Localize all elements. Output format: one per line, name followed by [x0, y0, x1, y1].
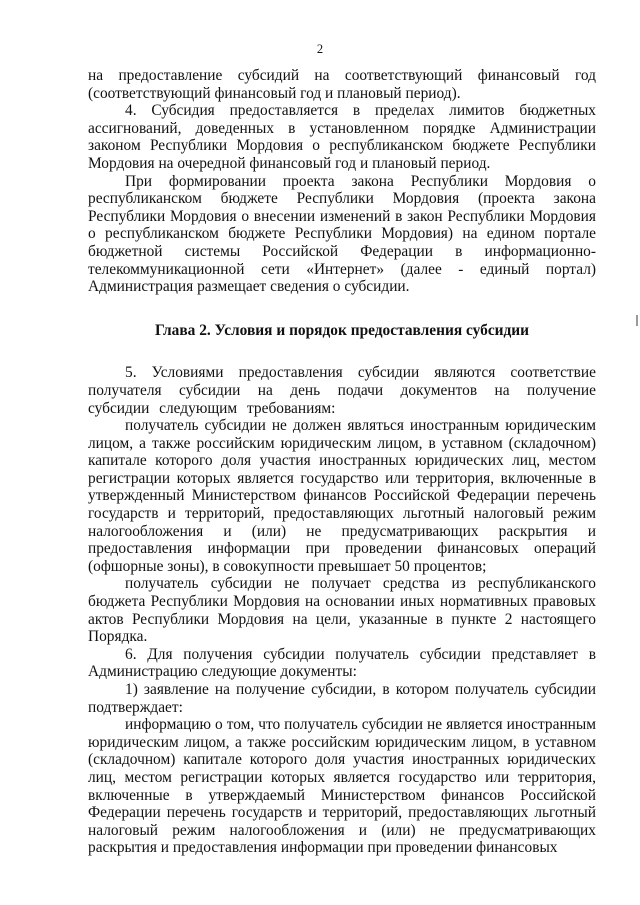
paragraph-item-1: 1) заявление на получение субсидии, в котором получатель субсидии подтверждает:: [88, 681, 596, 716]
chapter-heading: Глава 2. Условия и порядок предоставления субсидии: [154, 321, 530, 339]
paragraph-clause-6: 6. Для получения субсидии получатель субсидии представляет в Администрацию следующие документы:: [88, 645, 596, 681]
paragraph-requirement-funds: получатель субсидии не получает средства из республиканского бюджета Республики Мордовия на основании иных нормативных правовых актов Республики Мордовия на цели, указанные в пункте 2 настоящего Порядка.: [88, 575, 596, 646]
paragraph-budget-draft: При формировании проекта закона Республики Мордовия о республиканском бюджете Республики Мордовия (проекта закона Республики Мордовия о внесении изменений в закон Республики Мордовия о республиканском бюджете Республики Мордовия) на едином портале бюджетной системы Российской Федерации в информационно-телекоммуникационной сети «Интернет» (далее - единый портал) Администрация размещает сведения о субсидии.: [88, 172, 596, 296]
paragraph-clause-4: 4. Субсидия предоставляется в пределах лимитов бюджетных ассигнований, доведенных в установленном порядке Администрации законом Республики Мордовия о республиканском бюджете Республики Мордовия на очередной финансовый год и плановый период.: [88, 102, 596, 172]
paragraph-confirmation: информацию о том, что получатель субсидии не является иностранным юридическим лицом, а также российским юридическим лицом, в уставном (складочном) капитале которого доля участия иностранных юридических лиц, местом регистрации которых является государство или территория, включенные в утверждаемый Министерством финансов Российской Федерации перечень государств и территорий, предоставляющих льготный налоговый режим налогообложения и (или) не предусматривающих раскрытия и предоставления информации при проведении финансовых: [88, 716, 596, 857]
scan-edge-mark: [636, 315, 638, 326]
page-number: 2: [316, 42, 324, 56]
paragraph-clause-5: 5. Условиями предоставления субсидии являются соответствие получателя субсидии на день подачи документов на получение субсидии следующим требованиям:: [88, 364, 596, 417]
document-body: [88, 67, 596, 857]
paragraph-continuation: на предоставление субсидий на соответствующий финансовый год (соответствующий финансовый год и плановый период).: [88, 67, 596, 102]
paragraph-requirement-foreign: получатель субсидии не должен являться иностранным юридическим лицом, а также российским юридическим лицом, в уставном (складочном) капитале которого доля участия иностранных юридических лиц, местом регистрации которых является государство или территория, включенные в утвержденный Министерством финансов Российской Федерации перечень государств и территорий, предоставляющих льготный налоговый режим налогообложения и (или) не предусматривающих раскрытия и предоставления информации при проведении финансовых операций (офшорные зоны), в совокупности превышает 50 процентов;: [88, 417, 596, 575]
